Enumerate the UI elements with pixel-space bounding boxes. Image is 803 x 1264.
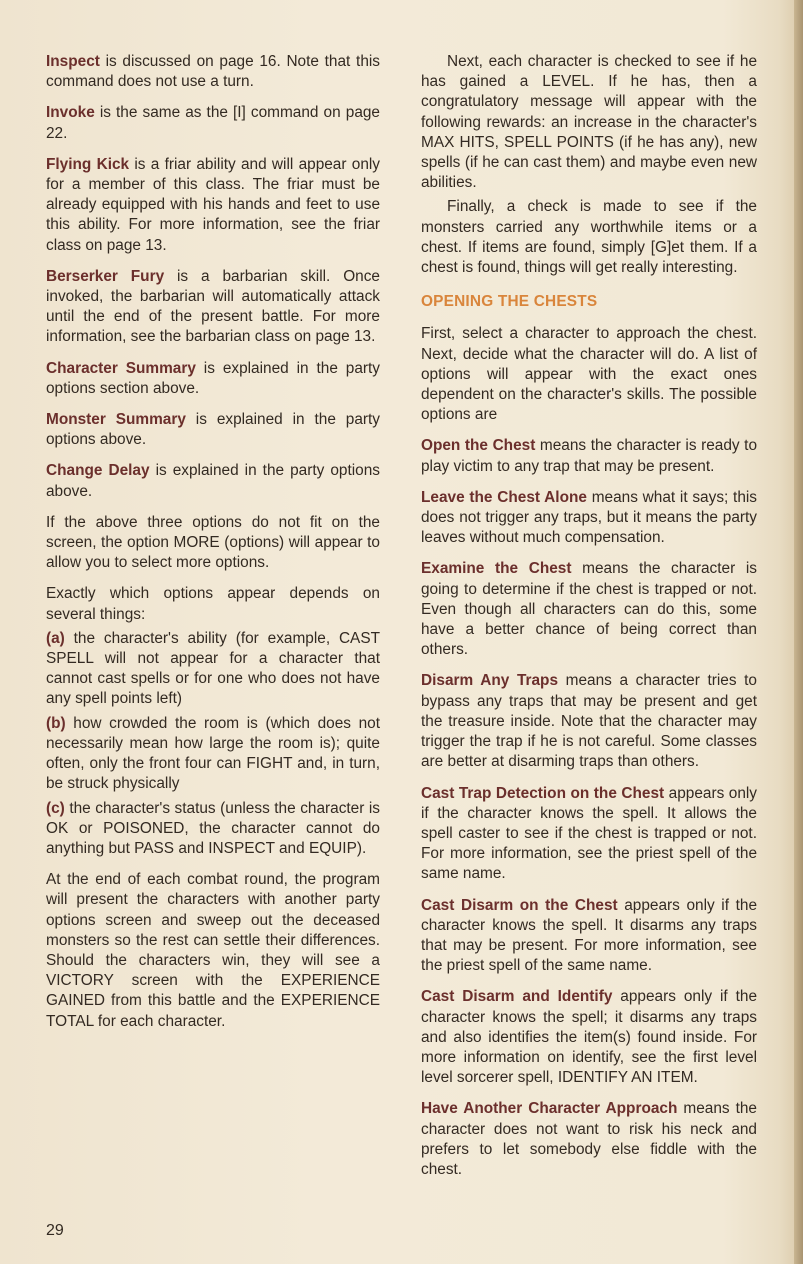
paragraph-combat-round: At the end of each combat round, the program will present the characters with another party options screen and sweep out the deceased monsters so the rest can settle their differences. Should the characters win, they will see a VICTORY screen with the EXPERIENCE GAINED from this battle and the EXPERIENCE TOTAL for each character. [46, 871, 380, 1030]
term-open-chest: Open the Chest [421, 437, 536, 455]
paragraph-approach-chest: First, select a character to approach the chest. Next, decide what the character will do. A list of options will appear with the exact ones dependent on the character's skills. The possible options are [421, 325, 757, 424]
paragraph-open-chest: Open the Chest means the character is ready to play victim to any trap that may be present. [421, 437, 757, 475]
term-disarm-traps: Disarm Any Traps [421, 672, 559, 690]
term-cast-trap-detection: Cast Trap Detection on the Chest [421, 784, 665, 802]
paragraph-condition-a: (a) the character's ability (for example, CAST SPELL will not appear for a character that cannot cast spells or for one who does not have any spell points left) [46, 629, 380, 708]
left-column [46, 52, 380, 1043]
paragraph-condition-b: (b) how crowded the room is (which does not necessarily mean how large the room is); quite often, only the front four can FIGHT and, in turn, be struck physically [46, 714, 380, 793]
term-monster-summary: Monster Summary [46, 411, 186, 429]
paragraph-cast-disarm-identify: Cast Disarm and Identify appears only if the character knows the spell; it disarms any traps and also identifies the item(s) found inside. For more information on identify, see the first level level sorcerer spell, IDENTIFY AN ITEM. [421, 988, 757, 1087]
term-examine-chest: Examine the Chest [421, 560, 572, 578]
paragraph-monster-summary: Monster Summary is explained in the party options above. [46, 411, 380, 449]
paragraph-berserker-fury: Berserker Fury is a barbarian skill. Once invoked, the barbarian will automatically attack until the end of the present battle. For more information, see the barbarian class on page 13. [46, 267, 380, 346]
page-number: 29 [46, 1222, 64, 1239]
paragraph-options-depend: Exactly which options appear depends on several things: [46, 585, 380, 623]
term-another-character: Have Another Character Approach [421, 1100, 678, 1118]
paragraph-more-options: If the above three options do not fit on the screen, the option MORE (options) will appear to allow you to select more options. [46, 513, 380, 572]
paragraph-another-character: Have Another Character Approach means the character does not want to risk his neck and prefers to let somebody else fiddle with the chest. [421, 1100, 757, 1178]
paragraph-examine-chest: Examine the Chest means the character is going to determine if the chest is trapped or not. Even though all characters can do this, some have a better chance of being correct than others. [421, 560, 757, 659]
paragraph-inspect: Inspect is discussed on page 16. Note that this command does not use a turn. [46, 53, 380, 91]
term-change-delay: Change Delay [46, 462, 150, 480]
term-invoke: Invoke [46, 104, 95, 122]
right-column [421, 52, 757, 1191]
term-condition-a: (a) [46, 629, 65, 647]
paragraph-level-check: Next, each character is checked to see if he has gained a LEVEL. If he has, then a congratulatory message will appear with the following rewards: an increase in the character's MAX HITS, SPELL POINTS (if he has any), new spells (if he can cast them) and maybe even new abilities. [421, 53, 757, 192]
term-cast-disarm: Cast Disarm on the Chest [421, 896, 618, 914]
paragraph-flying-kick: Flying Kick is a friar ability and will appear only for a member of this class. The friar must be already equipped with his hands and feet to use this ability. For more information, see the friar class on page 13. [46, 155, 380, 254]
term-condition-b: (b) [46, 714, 66, 732]
term-cast-disarm-identify: Cast Disarm and Identify [421, 988, 613, 1006]
term-condition-c: (c) [46, 799, 65, 817]
section-heading-opening-chests: OPENING THE CHESTS [421, 293, 598, 311]
term-flying-kick: Flying Kick [46, 155, 130, 173]
term-inspect: Inspect [46, 53, 100, 70]
paragraph-items-check: Finally, a check is made to see if the monsters carried any worthwhile items or a chest. If items are found, simply [G]et them. If a chest is found, things will get really interesting. [421, 198, 757, 277]
paragraph-condition-c: (c) the character's status (unless the character is OK or POISONED, the character cannot do anything but PASS and INSPECT and EQUIP). [46, 799, 380, 857]
term-berserker-fury: Berserker Fury [46, 267, 165, 285]
paragraph-disarm-traps: Disarm Any Traps means a character tries to bypass any traps that may be present and get the treasure inside. Note that the character may trigger the trap if he is not careful. Some classes are better at disarming traps than others. [421, 672, 757, 771]
paragraph-leave-chest: Leave the Chest Alone means what it says; this does not trigger any traps, but it means the party leaves without much compensation. [421, 488, 757, 547]
paragraph-cast-trap-detection: Cast Trap Detection on the Chest appears only if the character knows the spell. It allows the spell caster to see if the chest is trapped or not. For more information, see the priest spell of the same name. [421, 784, 757, 883]
page-spine-edge [794, 0, 803, 1264]
term-leave-chest: Leave the Chest Alone [421, 488, 587, 506]
term-character-summary: Character Summary [46, 359, 196, 377]
paragraph-cast-disarm: Cast Disarm on the Chest appears only if the character knows the spell. It disarms any traps that may be present. For more information, see the priest spell of the same name. [421, 896, 757, 975]
paragraph-change-delay: Change Delay is explained in the party options above. [46, 462, 380, 500]
paragraph-character-summary: Character Summary is explained in the party options section above. [46, 359, 380, 397]
paragraph-invoke: Invoke is the same as the [I] command on page 22. [46, 104, 380, 142]
